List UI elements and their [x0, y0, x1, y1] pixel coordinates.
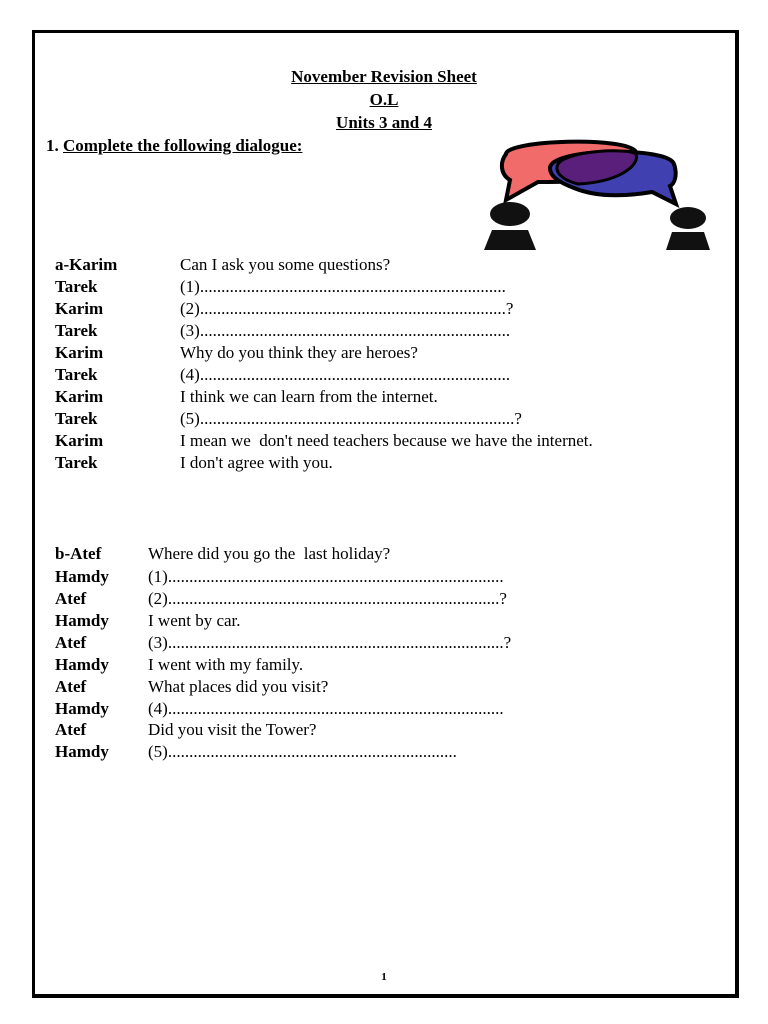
speaker-label: a-Karim: [55, 255, 118, 274]
dialogue-line: I mean we don't need teachers because we have the internet.: [180, 431, 593, 450]
dialogue-line: Why do you think they are heroes?: [180, 343, 418, 362]
speaker-label: Hamdy: [55, 567, 109, 586]
speaker-label: Tarek: [55, 409, 98, 428]
answer-blank: (5)....................................................................: [148, 742, 457, 761]
speaker-label: Atef: [55, 633, 87, 652]
dialogue-line: Where did you go the last holiday?: [148, 544, 391, 563]
speaker-label: Hamdy: [55, 611, 109, 630]
speaker-label: Karim: [55, 299, 104, 318]
question-heading: [46, 136, 302, 156]
speaker-label: Tarek: [55, 321, 98, 340]
speaker-label: Atef: [55, 677, 87, 696]
speech-bubbles-people-icon: [478, 136, 718, 254]
answer-blank: (2)........................................................................?: [180, 299, 514, 318]
units-heading: Units 3 and 4: [336, 113, 432, 132]
speaker-label: Hamdy: [55, 742, 109, 761]
speaker-label: Hamdy: [55, 655, 109, 674]
dialogue-line: What places did you visit?: [148, 677, 329, 696]
speaker-label: Tarek: [55, 277, 98, 296]
answer-blank: (2)..............................................................................?: [148, 589, 507, 608]
speaker-label: Karim: [55, 343, 104, 362]
speaker-label: b-Atef: [55, 544, 102, 563]
dialogue-line: I went with my family.: [148, 655, 304, 674]
question-text: Complete the following dialogue:: [63, 136, 303, 155]
speaker-label: Karim: [55, 431, 104, 450]
dialogue-line: I don't agree with you.: [180, 453, 333, 472]
answer-blank: (1)...............................................................................: [148, 567, 504, 586]
dialogue-line: Can I ask you some questions?: [180, 255, 391, 274]
speaker-label: Tarek: [55, 453, 98, 472]
answer-blank: (4).........................................................................: [180, 365, 511, 384]
answer-blank: (4)...............................................................................: [148, 699, 504, 718]
question-number: 1.: [46, 136, 59, 155]
dialogue-line: I went by car.: [148, 611, 241, 630]
answer-blank: (1)........................................................................: [180, 277, 506, 296]
speaker-label: Hamdy: [55, 699, 109, 718]
page-number: 1: [381, 971, 387, 983]
speaker-label: Atef: [55, 589, 87, 608]
page-title: November Revision Sheet: [291, 67, 477, 86]
speaker-label: Tarek: [55, 365, 98, 384]
answer-blank: (5)..........................................................................?: [180, 409, 522, 428]
dialogue-line: Did you visit the Tower?: [148, 720, 317, 739]
answer-blank: (3)...............................................................................?: [148, 633, 512, 652]
speaker-label: Atef: [55, 720, 87, 739]
answer-blank: (3).........................................................................: [180, 321, 511, 340]
speaker-label: Karim: [55, 387, 104, 406]
dialogue-line: I think we can learn from the internet.: [180, 387, 438, 406]
page-subtitle: O.L: [369, 90, 399, 109]
